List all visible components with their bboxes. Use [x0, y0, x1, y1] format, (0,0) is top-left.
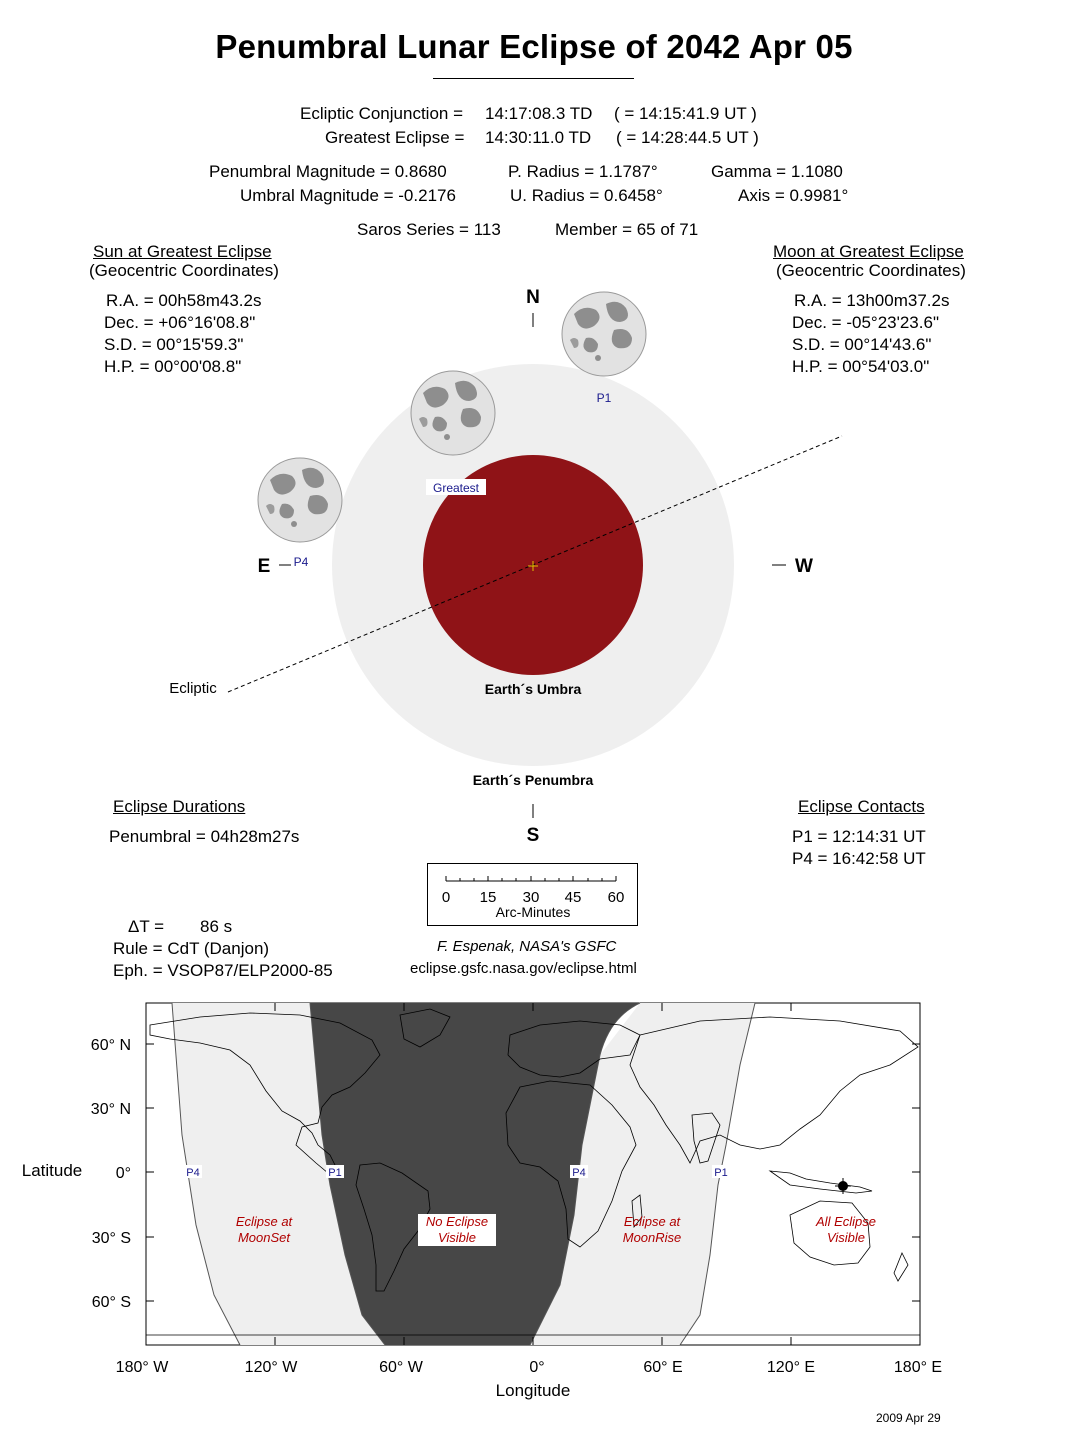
contacts-heading: Eclipse Contacts [798, 797, 925, 816]
scale-units: Arc-Minutes [495, 904, 571, 920]
moon-p1 [562, 292, 646, 376]
lon-label-120w: 120° W [244, 1359, 298, 1376]
penumbral-duration: Penumbral = 04h28m27s [109, 827, 300, 846]
greatest-label: Greatest Eclipse = [325, 128, 465, 147]
lat-label-0: 0° [115, 1165, 131, 1182]
region-moonrise-line2: MoonRise [622, 1230, 682, 1245]
map-p1-west: P1 [328, 1167, 342, 1179]
scale-box [427, 863, 638, 926]
region-moonset-line1: Eclipse at [235, 1214, 293, 1229]
lon-label-180w: 180° W [115, 1359, 169, 1376]
conjunction-label: Ecliptic Conjunction = [300, 104, 464, 123]
p-radius: P. Radius = 1.1787° [508, 162, 658, 181]
map-p4-west: P4 [186, 1167, 200, 1179]
map-p1-east: P1 [714, 1167, 728, 1179]
contact-p4: P4 = 16:42:58 UT [792, 849, 926, 868]
sun-hp: H.P. = 00°00'08.8" [104, 357, 242, 376]
region-none-line1: No Eclipse [425, 1214, 489, 1229]
region-moonrise-line1: Eclipse at [623, 1214, 681, 1229]
scale-tick-15: 15 [479, 889, 497, 906]
lat-label-60s: 60° S [91, 1294, 131, 1311]
lon-label-60w: 60° W [379, 1359, 423, 1376]
moon-subheading: (Geocentric Coordinates) [776, 261, 966, 280]
moon-p4 [258, 458, 342, 542]
scale-tick-30: 30 [522, 889, 540, 906]
scale-ruler [428, 864, 637, 925]
durations-heading: Eclipse Durations [113, 797, 246, 816]
u-radius: U. Radius = 0.6458° [510, 186, 663, 205]
compass-north: N [526, 287, 540, 308]
visibility-map [0, 995, 1082, 1415]
region-none-line2: Visible [437, 1230, 477, 1245]
page-title: Penumbral Lunar Eclipse of 2042 Apr 05 [215, 28, 853, 65]
moon-greatest [411, 371, 495, 455]
ephemeris-text: Eph. = VSOP87/ELP2000-85 [113, 961, 333, 980]
map-p4-east: P4 [572, 1167, 586, 1179]
conjunction-ut: ( = 14:15:41.9 UT ) [614, 104, 757, 123]
penumbra-label: Earth´s Penumbra [472, 772, 594, 788]
scale-tick-60: 60 [607, 889, 625, 906]
moon-heading: Moon at Greatest Eclipse [773, 242, 964, 261]
sun-heading: Sun at Greatest Eclipse [93, 242, 272, 261]
compass-east: E [257, 556, 271, 577]
saros-member: Member = 65 of 71 [555, 220, 699, 239]
lat-label-30n: 30° N [90, 1101, 131, 1118]
sun-ra: R.A. = 00h58m43.2s [106, 291, 262, 310]
scale-tick-45: 45 [564, 889, 582, 906]
scale-tick-0: 0 [441, 889, 451, 906]
gamma: Gamma = 1.1080 [711, 162, 843, 181]
compass-south: S [526, 825, 540, 846]
lon-label-0: 0° [529, 1359, 545, 1376]
sun-subheading: (Geocentric Coordinates) [89, 261, 279, 280]
rule-text: Rule = CdT (Danjon) [113, 939, 270, 958]
region-all-line2: Visible [826, 1230, 866, 1245]
diagram-greatest-label: Greatest [432, 481, 480, 495]
saros-series: Saros Series = 113 [357, 220, 501, 239]
umbral-magnitude: Umbral Magnitude = -0.2176 [240, 186, 456, 205]
sun-sd: S.D. = 00°15'59.3" [104, 335, 244, 354]
lat-axis-title: Latitude [21, 1161, 83, 1180]
moon-dec: Dec. = -05°23'23.6" [792, 313, 939, 332]
sun-dec: Dec. = +06°16'08.8" [104, 313, 256, 332]
lon-label-180e: 180° E [893, 1359, 943, 1376]
website-link[interactable]: eclipse.gsfc.nasa.gov/eclipse.html [410, 960, 637, 977]
region-moonset-line2: MoonSet [237, 1230, 291, 1245]
moon-hp: H.P. = 00°54'03.0" [792, 357, 930, 376]
scale-ticks [446, 876, 616, 881]
contact-p1: P1 = 12:14:31 UT [792, 827, 926, 846]
compass-west: W [795, 556, 813, 577]
diagram-p1-label: P1 [596, 391, 612, 405]
axis: Axis = 0.9981° [738, 186, 849, 205]
lon-axis-title: Longitude [495, 1381, 571, 1400]
penumbral-magnitude: Penumbral Magnitude = 0.8680 [209, 162, 447, 181]
credit-text: F. Espenak, NASA's GSFC [437, 938, 617, 955]
lat-label-30s: 30° S [91, 1230, 131, 1247]
lat-label-60n: 60° N [90, 1037, 131, 1054]
diagram-p4-label: P4 [293, 555, 309, 569]
umbra-label: Earth´s Umbra [484, 681, 582, 697]
conjunction-td: 14:17:08.3 TD [485, 104, 593, 123]
lon-label-60e: 60° E [643, 1359, 683, 1376]
moon-sd: S.D. = 00°14'43.6" [792, 335, 932, 354]
ecliptic-label: Ecliptic [169, 680, 217, 697]
greatest-td: 14:30:11.0 TD [485, 128, 592, 147]
generation-date: 2009 Apr 29 [876, 1411, 941, 1425]
delta-t-value: 86 s [200, 917, 233, 936]
greatest-ut: ( = 14:28:44.5 UT ) [616, 128, 759, 147]
delta-t-label: ΔT = [128, 917, 165, 936]
region-all-line1: All Eclipse [816, 1214, 876, 1229]
moon-ra: R.A. = 13h00m37.2s [794, 291, 950, 310]
lon-label-120e: 120° E [766, 1359, 816, 1376]
